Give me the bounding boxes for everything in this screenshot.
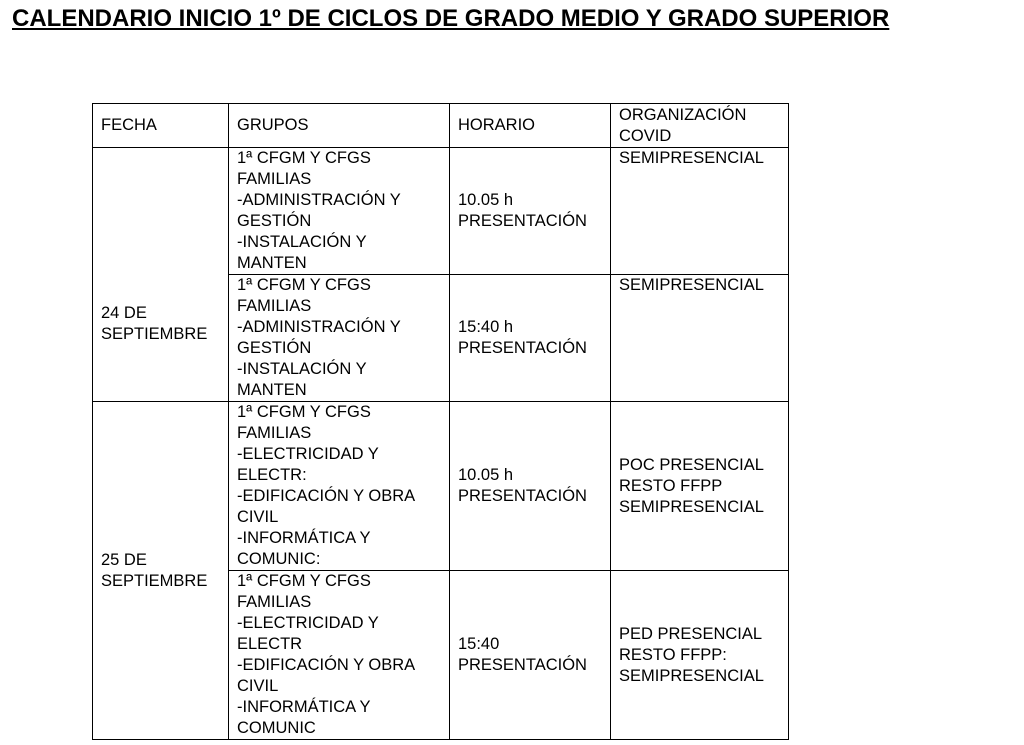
calendar-table [92, 103, 789, 740]
grupos-line: COMUNIC [237, 719, 316, 737]
date-line: SEPTIEMBRE [101, 571, 208, 590]
grupos-line: -INFORMÁTICA Y [237, 698, 371, 716]
table-row [93, 148, 789, 275]
horario-line: 10.05 h [458, 191, 514, 209]
grupos-line: 1ª CFGM Y CFGS [237, 572, 371, 590]
grupos-line: CIVIL [237, 677, 279, 695]
page-title: CALENDARIO INICIO 1º DE CICLOS DE GRADO MEDIO Y GRADO SUPERIOR [12, 5, 890, 32]
grupos-line: -ADMINISTRACIÓN Y [237, 318, 401, 336]
covid-cell [611, 275, 789, 402]
grupos-line: GESTIÓN [237, 339, 312, 357]
horario-line: PRESENTACIÓN [458, 656, 587, 674]
date-line: SEPTIEMBRE [101, 324, 208, 343]
date-cell [93, 148, 229, 402]
header-covid [611, 104, 789, 148]
horario-line: 15:40 h [458, 318, 514, 336]
grupos-line: MANTEN [237, 381, 307, 399]
covid-cell [611, 148, 789, 275]
grupos-line: ELECTR: [237, 466, 307, 484]
grupos-line: -EDIFICACIÓN Y OBRA [237, 656, 416, 674]
grupos-cell [229, 571, 450, 740]
grupos-line: -ELECTRICIDAD Y [237, 445, 379, 463]
grupos-line: 1ª CFGM Y CFGS [237, 276, 371, 294]
horario-cell [450, 275, 611, 402]
header-covid-line: COVID [619, 126, 672, 145]
covid-cell [611, 571, 789, 740]
grupos-line: COMUNIC: [237, 550, 321, 568]
grupos-line: FAMILIAS [237, 297, 312, 315]
covid-line: SEMIPRESENCIAL [619, 276, 764, 294]
horario-line: PRESENTACIÓN [458, 339, 587, 357]
covid-line: SEMIPRESENCIAL [619, 666, 764, 685]
date-line: 24 DE [101, 303, 147, 322]
date-cell [93, 402, 229, 740]
horario-line: 10.05 h [458, 466, 514, 484]
grupos-line: 1ª CFGM Y CFGS [237, 149, 371, 167]
covid-line: PED PRESENCIAL [619, 624, 763, 643]
grupos-line: FAMILIAS [237, 170, 312, 188]
header-covid-line: ORGANIZACIÓN [619, 105, 747, 124]
grupos-line: -INSTALACIÓN Y [237, 360, 367, 378]
grupos-line: -INFORMÁTICA Y [237, 529, 371, 547]
grupos-line: -ELECTRICIDAD Y [237, 614, 379, 632]
grupos-cell [229, 148, 450, 275]
covid-line: POC PRESENCIAL [619, 455, 764, 474]
covid-line: SEMIPRESENCIAL [619, 149, 764, 167]
date-line: 25 DE [101, 550, 147, 569]
grupos-line: ELECTR [237, 635, 303, 653]
grupos-line: 1ª CFGM Y CFGS [237, 403, 371, 421]
grupos-line: FAMILIAS [237, 424, 312, 442]
header-grupos: GRUPOS [229, 104, 450, 148]
table-header-row [93, 104, 789, 148]
horario-cell [450, 402, 611, 571]
header-horario: HORARIO [450, 104, 611, 148]
horario-cell [450, 148, 611, 275]
horario-line: PRESENTACIÓN [458, 487, 587, 505]
covid-line: RESTO FFPP: [619, 645, 727, 664]
horario-cell [450, 571, 611, 740]
covid-cell [611, 402, 789, 571]
horario-line: 15:40 [458, 635, 500, 653]
grupos-line: MANTEN [237, 254, 307, 272]
grupos-line: GESTIÓN [237, 212, 312, 230]
covid-line: SEMIPRESENCIAL [619, 497, 764, 516]
table-row [93, 402, 789, 571]
grupos-cell [229, 275, 450, 402]
grupos-cell [229, 402, 450, 571]
grupos-line: -INSTALACIÓN Y [237, 233, 367, 251]
horario-line: PRESENTACIÓN [458, 212, 587, 230]
covid-line: RESTO FFPP [619, 476, 723, 495]
grupos-line: FAMILIAS [237, 593, 312, 611]
grupos-line: CIVIL [237, 508, 279, 526]
grupos-line: -EDIFICACIÓN Y OBRA [237, 487, 416, 505]
grupos-line: -ADMINISTRACIÓN Y [237, 191, 401, 209]
header-fecha: FECHA [93, 104, 229, 148]
